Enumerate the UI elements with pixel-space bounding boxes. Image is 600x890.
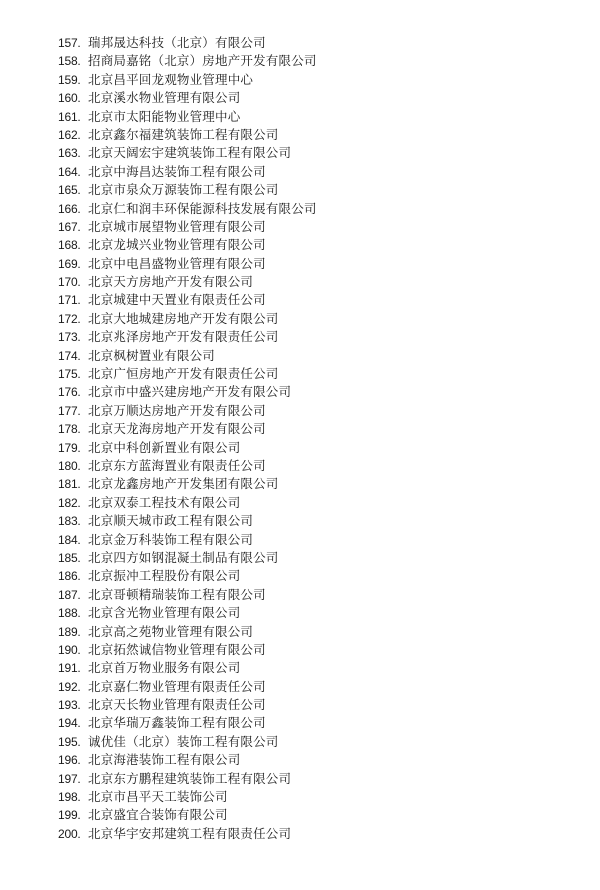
company-name: 北京大地城建房地产开发有限公司 — [88, 310, 279, 326]
item-number: 192. — [58, 679, 81, 694]
list-item — [58, 347, 317, 365]
list-item — [58, 218, 317, 236]
item-number: 161. — [58, 109, 81, 124]
list-item — [58, 770, 317, 788]
item-number: 194. — [58, 716, 81, 731]
item-number: 166. — [58, 201, 81, 216]
list-item — [58, 494, 317, 512]
item-number: 171. — [58, 293, 81, 308]
item-number: 170. — [58, 275, 81, 290]
company-name: 瑞邦晟达科技（北京）有限公司 — [88, 35, 266, 50]
list-item — [58, 365, 317, 383]
company-name: 北京东方蓝海置业有限责任公司 — [88, 457, 266, 473]
company-name: 北京嘉仁物业管理有限责任公司 — [88, 678, 266, 694]
item-number: 178. — [58, 422, 81, 437]
item-number: 173. — [58, 330, 81, 345]
item-number: 176. — [58, 385, 81, 400]
item-number: 199. — [58, 808, 81, 823]
item-number: 195. — [58, 734, 81, 749]
company-name: 北京海港装饰工程有限公司 — [88, 752, 241, 768]
company-name: 北京仁和润丰环保能源科技发展有限公司 — [88, 200, 317, 216]
item-number: 167. — [58, 219, 81, 234]
list-item — [58, 126, 317, 144]
item-number: 183. — [58, 514, 81, 529]
item-number: 177. — [58, 403, 81, 418]
item-number: 187. — [58, 587, 81, 602]
company-name: 北京高之苑物业管理有限公司 — [88, 623, 254, 639]
item-number: 174. — [58, 348, 81, 363]
list-item — [58, 714, 317, 732]
list-item — [58, 108, 317, 126]
company-name: 北京天阔宏宇建筑装饰工程有限公司 — [88, 145, 292, 161]
company-name: 北京枫树置业有限公司 — [88, 347, 216, 363]
company-name: 北京拓然诚信物业管理有限公司 — [88, 641, 266, 657]
company-name: 北京振冲工程股份有限公司 — [88, 568, 241, 584]
item-number: 179. — [58, 440, 81, 455]
list-item — [58, 678, 317, 696]
company-name: 北京顺天城市政工程有限公司 — [88, 513, 254, 529]
list-item — [58, 549, 317, 567]
item-number: 160. — [58, 91, 81, 106]
company-name: 北京溪水物业管理有限公司 — [88, 90, 241, 106]
list-item — [58, 52, 317, 70]
company-name: 北京含光物业管理有限公司 — [88, 605, 241, 621]
list-item — [58, 71, 317, 89]
company-name: 北京中电昌盛物业管理有限公司 — [88, 255, 266, 271]
company-name: 北京兆泽房地产开发有限责任公司 — [88, 329, 279, 345]
company-name: 北京华宇安邦建筑工程有限责任公司 — [88, 825, 292, 841]
company-name: 北京市昌平天工装饰公司 — [88, 789, 228, 805]
list-item — [58, 475, 317, 493]
list-item — [58, 457, 317, 475]
list-item — [58, 696, 317, 714]
company-name: 北京天方房地产开发有限公司 — [88, 274, 254, 290]
item-number: 175. — [58, 367, 81, 382]
list-item — [58, 273, 317, 291]
list-item — [58, 163, 317, 181]
company-list — [58, 34, 317, 843]
item-number: 157. — [58, 36, 81, 50]
item-number: 169. — [58, 256, 81, 271]
item-number: 196. — [58, 753, 81, 768]
list-item — [58, 604, 317, 622]
item-number: 186. — [58, 569, 81, 584]
item-number: 188. — [58, 606, 81, 621]
company-name: 北京城建中天置业有限责任公司 — [88, 292, 266, 308]
item-number: 163. — [58, 146, 81, 161]
company-name: 北京天龙海房地产开发有限公司 — [88, 421, 266, 437]
list-item — [58, 586, 317, 604]
item-number: 193. — [58, 698, 81, 713]
item-number: 184. — [58, 532, 81, 547]
item-number: 164. — [58, 164, 81, 179]
list-item — [58, 255, 317, 273]
list-item — [58, 806, 317, 824]
list-item — [58, 788, 317, 806]
company-name: 北京华瑞万鑫装饰工程有限公司 — [88, 715, 266, 731]
company-name: 北京龙鑫房地产开发集团有限公司 — [88, 476, 279, 492]
item-number: 162. — [58, 127, 81, 142]
list-item — [58, 531, 317, 549]
list-item — [58, 328, 317, 346]
company-name: 北京万顺达房地产开发有限公司 — [88, 402, 266, 418]
item-number: 181. — [58, 477, 81, 492]
company-name: 北京天长物业管理有限责任公司 — [88, 697, 266, 713]
list-item — [58, 200, 317, 218]
item-number: 168. — [58, 238, 81, 253]
list-item — [58, 659, 317, 677]
company-name: 招商局嘉铭（北京）房地产开发有限公司 — [88, 53, 317, 69]
list-item — [58, 181, 317, 199]
list-item — [58, 291, 317, 309]
list-item — [58, 420, 317, 438]
list-item — [58, 751, 317, 769]
item-number: 185. — [58, 550, 81, 565]
item-number: 158. — [58, 54, 81, 69]
company-name: 北京金万科装饰工程有限公司 — [88, 531, 254, 547]
list-item — [58, 512, 317, 530]
list-item — [58, 825, 317, 843]
item-number: 165. — [58, 183, 81, 198]
company-name: 北京中海昌达装饰工程有限公司 — [88, 163, 266, 179]
list-item — [58, 383, 317, 401]
item-number: 191. — [58, 661, 81, 676]
company-name: 北京广恒房地产开发有限责任公司 — [88, 366, 279, 382]
company-name: 诚优佳（北京）装饰工程有限公司 — [88, 733, 279, 749]
list-item — [58, 236, 317, 254]
list-item — [58, 439, 317, 457]
list-item — [58, 89, 317, 107]
item-number: 180. — [58, 458, 81, 473]
list-item — [58, 567, 317, 585]
list-item — [58, 144, 317, 162]
company-name: 北京龙城兴业物业管理有限公司 — [88, 237, 266, 253]
company-name: 北京四方如钢混凝土制品有限公司 — [88, 549, 279, 565]
company-name: 北京双泰工程技术有限公司 — [88, 494, 241, 510]
list-item — [58, 402, 317, 420]
item-number: 198. — [58, 790, 81, 805]
company-name: 北京东方鹏程建筑装饰工程有限公司 — [88, 770, 292, 786]
list-item — [58, 641, 317, 659]
company-name: 北京市泉众万源装饰工程有限公司 — [88, 182, 279, 198]
company-name: 北京城市展望物业管理有限公司 — [88, 218, 266, 234]
list-item — [58, 623, 317, 641]
item-number: 172. — [58, 311, 81, 326]
company-name: 北京市太阳能物业管理中心 — [88, 108, 241, 124]
item-number: 159. — [58, 72, 81, 87]
company-name: 北京鑫尔福建筑装饰工程有限公司 — [88, 126, 279, 142]
company-name: 北京盛宜合装饰有限公司 — [88, 807, 228, 823]
company-name: 北京哥顿精瑞装饰工程有限公司 — [88, 586, 266, 602]
item-number: 182. — [58, 495, 81, 510]
list-item — [58, 34, 317, 52]
company-name: 北京市中盛兴建房地产开发有限公司 — [88, 384, 292, 400]
item-number: 189. — [58, 624, 81, 639]
item-number: 197. — [58, 771, 81, 786]
company-name: 北京昌平回龙观物业管理中心 — [88, 71, 254, 87]
item-number: 190. — [58, 642, 81, 657]
item-number: 200. — [58, 826, 81, 841]
company-name: 北京首万物业服务有限公司 — [88, 660, 241, 676]
list-item — [58, 310, 317, 328]
company-name: 北京中科创新置业有限公司 — [88, 439, 241, 455]
list-item — [58, 733, 317, 751]
